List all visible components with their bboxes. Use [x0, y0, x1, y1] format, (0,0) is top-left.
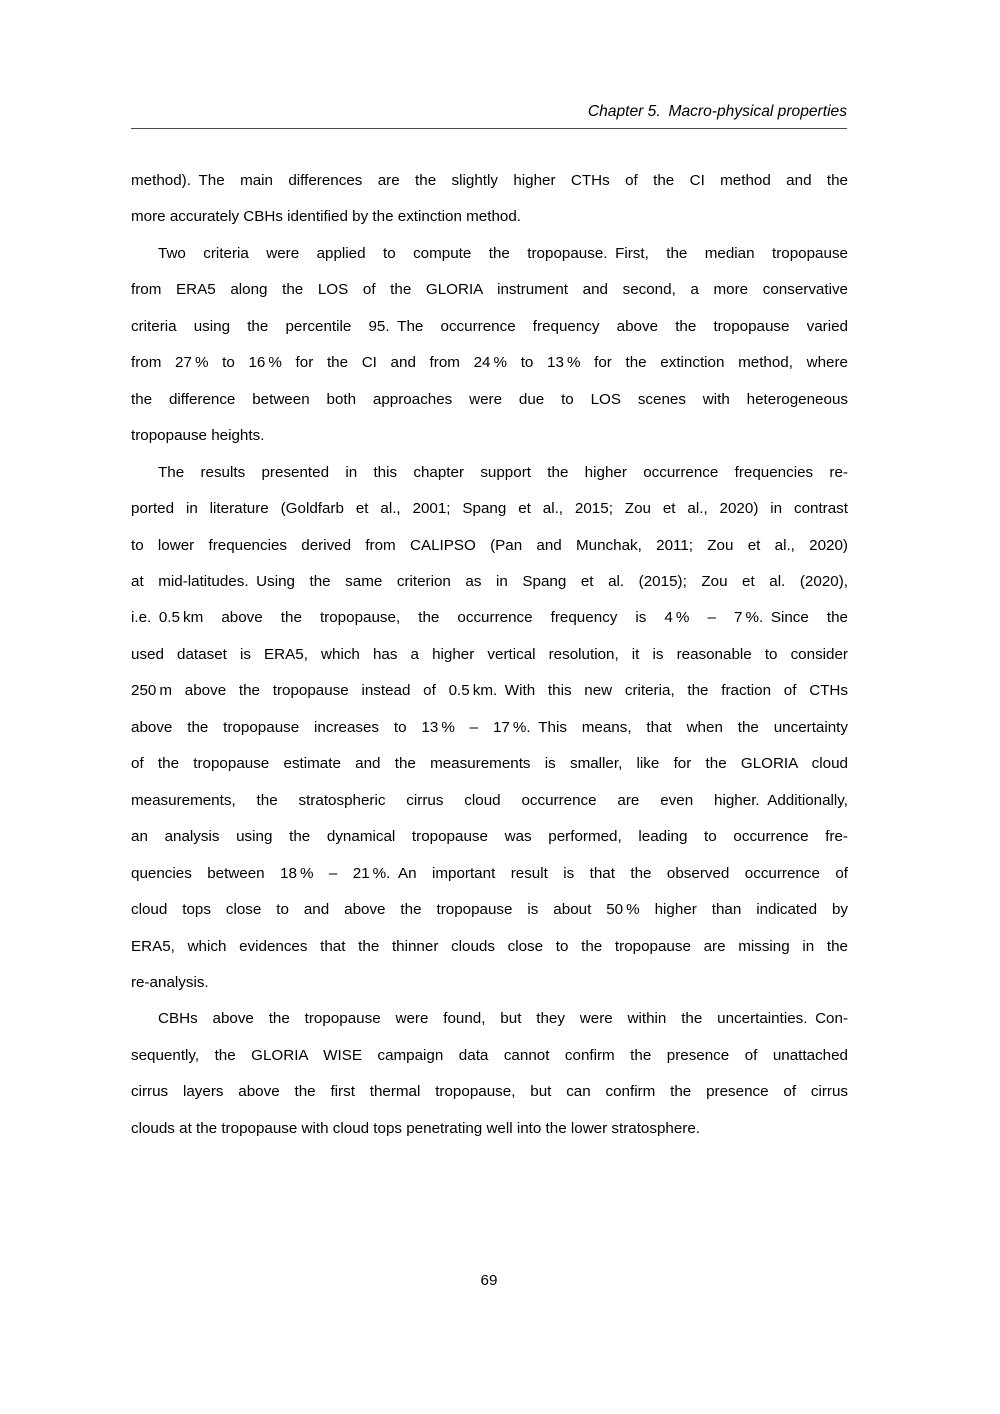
text-line: an analysis using the dynamical tropopause was performed, leading to occurrence fre-: [131, 828, 848, 846]
text-line: The results presented in this chapter support the higher occurrence frequencies re-: [158, 463, 848, 481]
text-line: to lower frequencies derived from CALIPSO (Pan and Munchak, 2011; Zou et al., 2020): [131, 536, 848, 554]
text-line: cloud tops close to and above the tropopause is about 50 % higher than indicated by: [131, 901, 848, 919]
text-line: from ERA5 along the LOS of the GLORIA instrument and second, a more conservative: [131, 281, 848, 299]
text-line: clouds at the tropopause with cloud tops penetrating well into the lower stratosphere.: [131, 1119, 701, 1137]
text-line: CBHs above the tropopause were found, but they were within the uncertainties. Con-: [158, 1010, 848, 1028]
text-line: criteria using the percentile 95. The occurrence frequency above the tropopause varied: [131, 317, 848, 335]
text-line: quencies between 18 % – 21 %. An important result is that the observed occurrence of: [131, 864, 848, 882]
text-line: sequently, the GLORIA WISE campaign data cannot confirm the presence of unattached: [131, 1046, 848, 1064]
paragraph: [131, 1001, 848, 1147]
paragraph: [131, 455, 848, 1002]
text-line: above the tropopause increases to 13 % – 17 %. This means, that when the uncertainty: [131, 718, 848, 736]
text-line: method). The main differences are the slightly higher CTHs of the CI method and the: [131, 172, 848, 189]
page-footer: [131, 1272, 847, 1289]
text-line: ported in literature (Goldfarb et al., 2001; Spang et al., 2015; Zou et al., 2020) in contrast: [131, 500, 848, 518]
page-number: 69: [480, 1272, 498, 1289]
text-line: measurements, the stratospheric cirrus cloud occurrence are even higher. Additionally,: [131, 791, 848, 809]
text-line: re-analysis.: [131, 973, 209, 991]
text-line: 250 m above the tropopause instead of 0.5 km. With this new criteria, the fraction of CTHs: [131, 682, 848, 700]
text-line: more accurately CBHs identified by the extinction method.: [131, 208, 522, 226]
text-line: tropopause heights.: [131, 427, 265, 445]
text-line: at mid-latitudes. Using the same criterion as in Spang et al. (2015); Zou et al. (2020),: [131, 572, 848, 590]
text-line: used dataset is ERA5, which has a higher vertical resolution, it is reasonable to consider: [131, 645, 848, 663]
text-line: from 27 % to 16 % for the CI and from 24 % to 13 % for the extinction method, where: [131, 354, 848, 372]
text-line: cirrus layers above the first thermal tropopause, but can confirm the presence of cirrus: [131, 1083, 848, 1101]
text-line: i.e. 0.5 km above the tropopause, the occurrence frequency is 4 % – 7 %. Since the: [131, 609, 848, 627]
text-line: the difference between both approaches were due to LOS scenes with heterogeneous: [131, 390, 848, 408]
header-rule: [131, 128, 847, 129]
text-line: of the tropopause estimate and the measurements is smaller, like for the GLORIA cloud: [131, 755, 848, 773]
paragraph: [131, 163, 848, 236]
body-text: [131, 163, 848, 1147]
running-header-title: Chapter 5. Macro-physical properties: [587, 103, 847, 120]
paragraph: [131, 236, 848, 455]
text-line: ERA5, which evidences that the thinner clouds close to the tropopause are missing in the: [131, 937, 848, 955]
text-line: Two criteria were applied to compute the tropopause. First, the median tropopause: [158, 244, 848, 262]
